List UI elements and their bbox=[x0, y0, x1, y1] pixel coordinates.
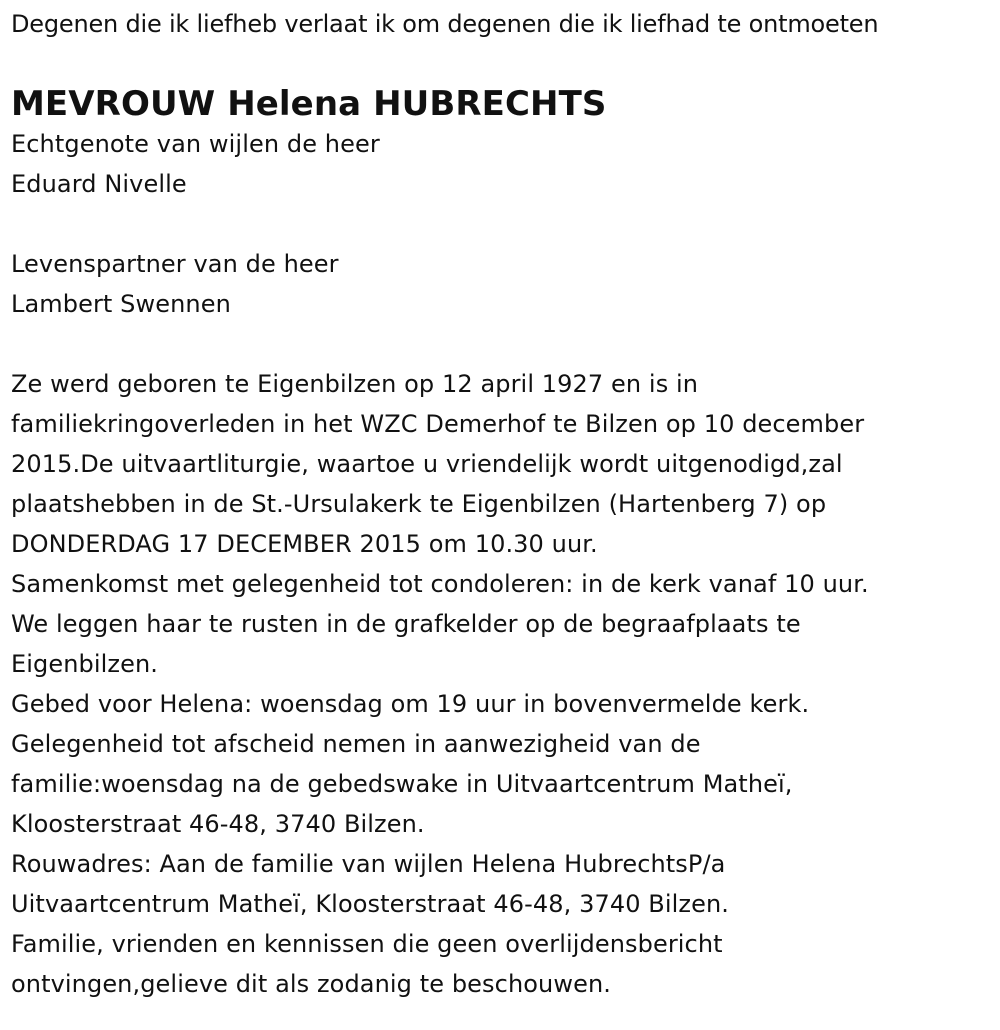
motto: Degenen die ik liefheb verlaat ik om degenen die ik liefhad te ontmoeten bbox=[11, 10, 879, 38]
body-line: Samenkomst met gelegenheid tot condoleren: in de kerk vanaf 10 uur. bbox=[11, 570, 869, 598]
body-line: Gebed voor Helena: woensdag om 19 uur in bovenvermelde kerk. bbox=[11, 690, 810, 718]
body-line: Ze werd geboren te Eigenbilzen op 12 april 1927 en is in bbox=[11, 370, 699, 398]
deceased-name: MEVROUW Helena HUBRECHTS bbox=[11, 84, 607, 124]
body-line: familiekringoverleden in het WZC Demerhof te Bilzen op 10 december bbox=[11, 410, 865, 438]
body-line: We leggen haar te rusten in de grafkelder op de begraafplaats te bbox=[11, 610, 801, 638]
body-line: 2015.De uitvaartliturgie, waartoe u vriendelijk wordt uitgenodigd,zal bbox=[11, 450, 843, 478]
body-line: Eigenbilzen. bbox=[11, 650, 159, 678]
partner-line-2: Lambert Swennen bbox=[11, 290, 231, 318]
body-line: Gelegenheid tot afscheid nemen in aanwezigheid van de bbox=[11, 730, 701, 758]
body-line: Kloosterstraat 46-48, 3740 Bilzen. bbox=[11, 810, 425, 838]
notice-body bbox=[11, 364, 991, 1004]
body-line: Rouwadres: Aan de familie van wijlen Helena HubrechtsP/a bbox=[11, 850, 726, 878]
body-line: Familie, vrienden en kennissen die geen overlijdensbericht bbox=[11, 930, 723, 958]
body-line: Uitvaartcentrum Matheï, Kloosterstraat 46-48, 3740 Bilzen. bbox=[11, 890, 729, 918]
body-line: ontvingen,gelieve dit als zodanig te beschouwen. bbox=[11, 970, 611, 998]
body-line: DONDERDAG 17 DECEMBER 2015 om 10.30 uur. bbox=[11, 530, 598, 558]
spacer bbox=[11, 324, 991, 364]
spouse-line-2: Eduard Nivelle bbox=[11, 170, 187, 198]
body-line: familie:woensdag na de gebedswake in Uitvaartcentrum Matheï, bbox=[11, 770, 793, 798]
body-line: plaatshebben in de St.-Ursulakerk te Eigenbilzen (Hartenberg 7) op bbox=[11, 490, 827, 518]
spacer bbox=[11, 204, 991, 244]
spouse-line-1: Echtgenote van wijlen de heer bbox=[11, 130, 380, 158]
obituary-notice bbox=[11, 4, 991, 1004]
partner-line-1: Levenspartner van de heer bbox=[11, 250, 339, 278]
spacer bbox=[11, 44, 991, 84]
